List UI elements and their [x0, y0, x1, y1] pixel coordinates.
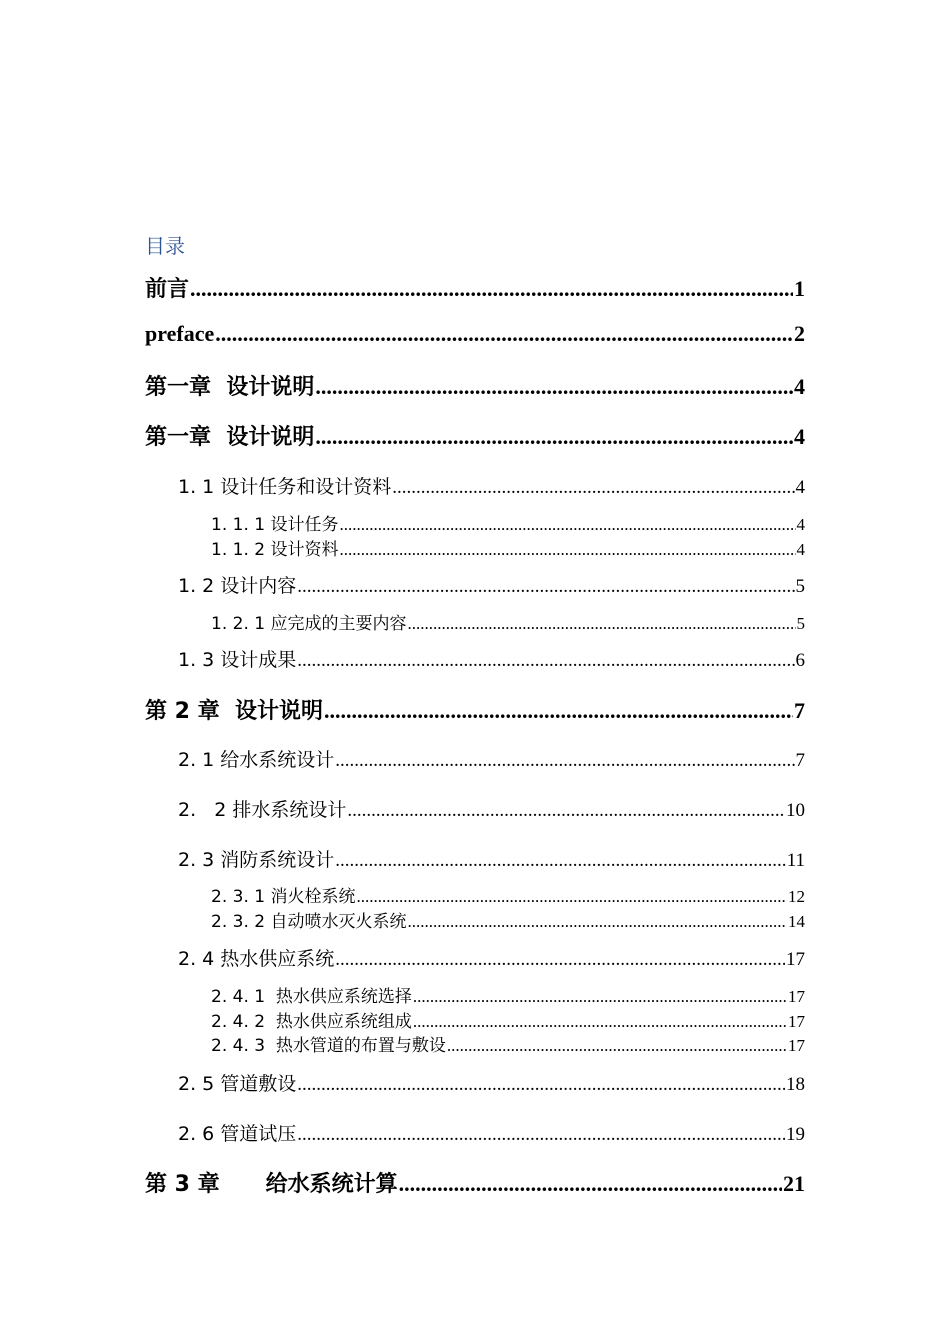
toc-entry-label: 第 2 章 设计说明	[145, 699, 323, 724]
toc-page-number: 11	[786, 850, 805, 871]
toc-entry[interactable]	[145, 1167, 805, 1198]
toc-entry-label: 1. 1. 1 设计任务	[211, 515, 339, 535]
toc-entry[interactable]	[178, 472, 805, 499]
toc-page-number: 17	[788, 1012, 805, 1031]
toc-entry[interactable]	[178, 845, 805, 872]
toc-entry-label: 2. 4. 2 热水供应系统组成	[211, 1012, 412, 1032]
toc-entry-label: 前言	[145, 277, 190, 302]
toc-leader	[335, 949, 785, 971]
toc-entry[interactable]	[145, 694, 805, 725]
toc-leader	[215, 321, 793, 347]
toc-entry-label: 2. 3 消防系统设计	[178, 849, 335, 871]
toc-leader	[315, 374, 793, 400]
toc-leader	[335, 850, 785, 872]
toc-page-number: 21	[783, 1171, 805, 1196]
toc-page-number: 19	[786, 1124, 805, 1145]
toc-entry[interactable]	[211, 609, 805, 634]
toc-page-number: 6	[795, 650, 805, 671]
toc-entry[interactable]	[211, 1007, 805, 1032]
toc-page-number: 7	[795, 750, 805, 771]
toc-entry[interactable]	[211, 510, 805, 535]
toc-entry[interactable]	[178, 745, 805, 772]
toc-entry-label: 2. 4 热水供应系统	[178, 948, 335, 970]
toc-page-number: 7	[794, 698, 805, 723]
toc-entry[interactable]	[178, 1119, 805, 1146]
toc-page-number: 4	[794, 424, 805, 449]
toc-page-number: 5	[796, 614, 805, 633]
toc-leader	[297, 576, 794, 598]
toc-leader	[297, 1074, 785, 1096]
toc-leader	[407, 614, 795, 634]
toc-entry[interactable]	[145, 420, 805, 451]
toc-leader	[413, 987, 787, 1007]
toc-leader	[315, 424, 793, 450]
toc-leader	[190, 276, 793, 302]
toc-leader	[339, 540, 795, 560]
toc-entry[interactable]	[145, 370, 805, 401]
toc-page-number: 4	[796, 515, 805, 534]
toc-leader	[356, 887, 787, 907]
toc-entry[interactable]	[178, 645, 805, 672]
toc-leader	[399, 1171, 782, 1197]
toc-entry-label: 2. 4. 1 热水供应系统选择	[211, 987, 412, 1007]
toc-leader	[297, 1124, 785, 1146]
toc-title: 目录	[145, 234, 185, 258]
toc-entry-label: 第一章 设计说明	[145, 425, 315, 450]
toc-entry[interactable]	[211, 907, 805, 932]
toc-page-number: 1	[794, 276, 805, 301]
toc-leader	[413, 1012, 787, 1032]
toc-page-number: 12	[788, 887, 805, 906]
toc-entry[interactable]	[145, 272, 805, 303]
toc-page-number: 17	[786, 949, 805, 970]
toc-entry[interactable]	[145, 321, 805, 347]
toc-entry[interactable]	[211, 882, 805, 907]
toc-entry-label: preface	[145, 321, 215, 346]
toc-entry[interactable]	[178, 795, 805, 822]
toc-entry[interactable]	[178, 1069, 805, 1096]
toc-entry-label: 2. 6 管道试压	[178, 1123, 297, 1145]
toc-entry-label: 1. 2. 1 应完成的主要内容	[211, 614, 407, 634]
toc-entry[interactable]	[178, 571, 805, 598]
toc-page-number: 4	[796, 540, 805, 559]
toc-page-number: 18	[786, 1074, 805, 1095]
toc-leader	[447, 1036, 787, 1056]
toc-entry[interactable]	[211, 982, 805, 1007]
toc-entry[interactable]	[178, 944, 805, 971]
toc-leader	[335, 750, 794, 772]
toc-entry[interactable]	[211, 535, 805, 560]
toc-entry-label: 2. 1 给水系统设计	[178, 749, 335, 771]
toc-leader	[392, 477, 794, 499]
toc-entry-label: 2. 4. 3 热水管道的布置与敷设	[211, 1036, 446, 1056]
toc-entry-label: 2. 5 管道敷设	[178, 1073, 297, 1095]
toc-entry-label: 2. 3. 2 自动喷水灭火系统	[211, 912, 407, 932]
toc-entry-label: 1. 1 设计任务和设计资料	[178, 476, 392, 498]
toc-leader	[339, 515, 795, 535]
toc-page-number: 2	[794, 321, 805, 346]
toc-leader	[324, 698, 793, 724]
toc-entry-label: 1. 1. 2 设计资料	[211, 540, 339, 560]
toc-page-number: 10	[786, 800, 805, 821]
toc-page-number: 4	[794, 374, 805, 399]
toc-entry-label: 第一章 设计说明	[145, 375, 315, 400]
toc-page-number: 17	[788, 1036, 805, 1055]
toc-page-number: 4	[795, 477, 805, 498]
toc-leader	[297, 650, 794, 672]
toc-leader	[407, 912, 787, 932]
toc-page-number: 14	[788, 912, 805, 931]
toc-page-number: 5	[795, 576, 805, 597]
toc-entry-label: 2. 3. 1 消火栓系统	[211, 887, 356, 907]
toc-entry[interactable]	[211, 1031, 805, 1056]
toc-entry-label: 1. 2 设计内容	[178, 575, 297, 597]
toc-page-number: 17	[788, 987, 805, 1006]
toc-leader	[347, 800, 785, 822]
toc-entry-label: 2. 2 排水系统设计	[178, 799, 347, 821]
toc-entry-label: 1. 3 设计成果	[178, 649, 297, 671]
toc-entry-label: 第 3 章 给水系统计算	[145, 1172, 398, 1197]
